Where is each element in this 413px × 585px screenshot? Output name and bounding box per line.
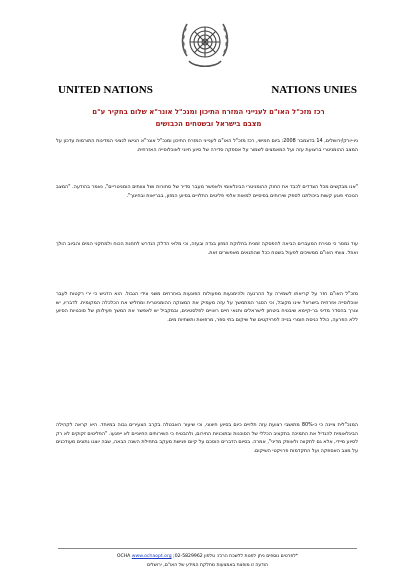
headline-line-1: רכז מזכ"ל האו"ם לענייני המזרח התיכון ומנכ"ל אונר"א שלום בחקיר ע"ם xyxy=(92,108,325,116)
paragraph-5: המנכ"לית ציינה כי כ-80% מתושבי רצועת עזה תלויים כיום בסיוע חיצוני, וכי שיעור האבטלה בקרב הצעירים גבוה במיוחד. היא קראה לקהילה הבינלאומית להגדיל את התמיכה בתקציב הכללי של הסוכנות ובתוכניות החירום, ולהבטיח כי השירותים החיוניים לא ייפגעו. "הפליטים זקוקים לא רק לסיוע מיידי, אלא גם לתקווה ולאופק מדיני", אמרה. בסיום הדברים הוסכם על קיום פגישת מעקב בתחילת השנה הבאה, שבה יוצגו נתונים מעודכנים על מצב האספקה ועל התקדמות פרויקטי השיקום. xyxy=(55,422,358,454)
paragraph-2: "אנו מבקשים מכל הצדדים לכבד את החוק ההומניטרי הבינלאומי ולאפשר מעבר סדיר של סחורות ושל צוותים הומניטריים", נאמר בהודעה. "המצב הנוכחי פוגע קשות ביכולתנו לספק שירותים בסיסיים למאות אלפי פליטים התלויים בסיוע המזון, בבריאות ובחינוך". xyxy=(56,184,358,199)
footer-contact-line xyxy=(58,553,357,560)
org-name-french: NATIONS UNIES xyxy=(271,84,357,96)
headline-line-2: מצבם בישראל ובשטחים הכבושים xyxy=(155,120,262,128)
website-link[interactable]: www.ochaopt.org xyxy=(131,554,172,559)
org-name-english: UNITED NATIONS xyxy=(58,84,153,96)
un-emblem-logo xyxy=(173,12,237,76)
footer-distribution-note: הודעה זו מופצת באמצעות מחלקת המידע של האו"ם, ירושלים xyxy=(146,563,269,568)
paragraph-3: עוד נמסר כי סגירת המעברים הביאה להפסקה זמנית בחלוקת המזון בגדה ובעזה, וכי מלאי הדלק הנדרש לתחנת הכוח ולמתקני המים והביוב הולך ואוזל. צוותי האו"ם ממשיכים לפעול בשטח ככל שהתנאים מאפשרים זאת. xyxy=(56,241,358,256)
footer-divider xyxy=(58,548,357,549)
paragraph-4: מזכ"ל האו"ם חזר על קריאתו לשמירה על ההרגעה ולהימנעות מפעולות הפוגעות באזרחים משני צידי הגבול. הוא הדגיש כי ירי רקטות לעבר אוכלוסייה אזרחית בישראל אינו מקובל, וכי הסגר המתמשך על עזה מעמיק את המצוקה ההומניטרית ומחליש את הכלכלה המקומית. לדבריו, יש צורך בהסדר מדיני בר-קיימא שיבטיח ביטחון לישראלים ותנאי חיים ראויים לפלסטינים, ובמקביל יש לאפשר את המשך פעילותן של סוכנויות הסיוע ללא הפרעה, כולל כניסת חומרי בנייה לפרויקטים של שיקום בתי ספר, מרפאות ותשתיות מים. xyxy=(56,291,358,323)
paragraph-1: ניו-יורק/ירושלים, 14 בדצמבר 2008: ביום חמישי, רכז מזכ"ל האו"ם לענייני המזרח התיכון ומנכ"ל אונר"א הגישו לנציגי המדינות התורמות עדכון על המצב ההומניטרי ברצועת עזה ועל המאמצים לשמור על אספקה סדירה של סיוע חיוני לאוכלוסייה האזרחית. xyxy=(56,138,358,153)
footer-contact-text: *לפרטים נוספים ניתן לפנות ללשכת הרכז: טלפון 02-5829962; OCHA xyxy=(116,554,299,559)
